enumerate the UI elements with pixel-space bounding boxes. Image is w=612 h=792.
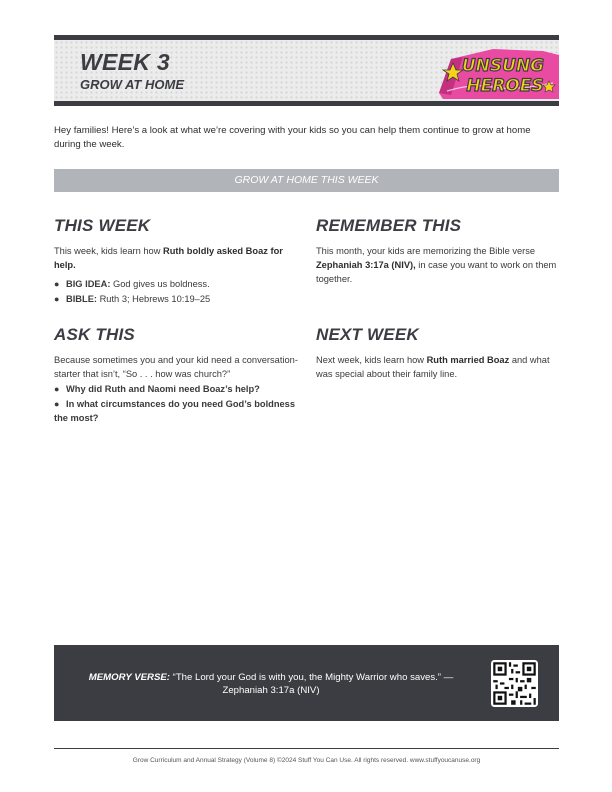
- logo-text-line1: UNSUNG: [461, 56, 545, 76]
- this-week-section: [54, 216, 299, 306]
- next-week-text: Next week, kids learn how Ruth married Boaz and what was special about their family line.: [316, 355, 550, 379]
- remember-text: This month, your kids are memorizing the Bible verse Zephaniah 3:17a (NIV), in case you want to work on them together.: [316, 246, 557, 284]
- ask-text: Because sometimes you and your kid need a conversation-starter that isn’t, “So . . . how was church?”: [54, 355, 298, 379]
- section-banner: GROW AT HOME THIS WEEK: [54, 169, 559, 192]
- footer-rule: [54, 748, 559, 749]
- this-week-title: THIS WEEK: [54, 216, 151, 235]
- memory-verse: MEMORY VERSE: “The Lord your God is with you, the Mighty Warrior who saves.” — Zephaniah 3:17a (NIV): [88, 672, 454, 696]
- question-item: ● Why did Ruth and Naomi need Boaz’s help?: [54, 384, 260, 394]
- unsung-heroes-logo: [433, 43, 559, 99]
- intro-text: Hey families! Here’s a look at what we’re covering with your kids so you can help them continue to grow at home during the week.: [54, 125, 531, 150]
- bullet-icon: ●: [54, 399, 60, 409]
- remember-title: REMEMBER THIS: [316, 216, 462, 235]
- big-idea-item: ● BIG IDEA: God gives us boldness.: [54, 279, 210, 289]
- remember-section: [316, 216, 561, 286]
- question-item: ● In what circumstances do you need God’s boldness the most?: [54, 399, 296, 423]
- bible-item: ● BIBLE: Ruth 3; Hebrews 10:19–25: [54, 294, 211, 304]
- qr-code[interactable]: [491, 660, 538, 707]
- ask-title: ASK THIS: [54, 325, 135, 344]
- bullet-icon: ●: [54, 294, 60, 304]
- week-title: WEEK 3: [80, 49, 170, 75]
- logo-text-line2: HEROES: [466, 76, 544, 96]
- copyright-text: Grow Curriculum and Annual Strategy (Volume 8) ©2024 Stuff You Can Use. All rights reserved. www.stuffyoucanuse.org: [132, 757, 481, 764]
- next-week-section: [316, 325, 561, 381]
- next-week-title: NEXT WEEK: [316, 325, 419, 344]
- header-bottom-rule: [54, 101, 559, 106]
- ask-section: [54, 325, 299, 425]
- bullet-icon: ●: [54, 384, 60, 394]
- week-subtitle: GROW AT HOME: [80, 77, 184, 92]
- bullet-icon: ●: [54, 279, 60, 289]
- this-week-text: This week, kids learn how Ruth boldly asked Boaz for help.: [54, 246, 283, 270]
